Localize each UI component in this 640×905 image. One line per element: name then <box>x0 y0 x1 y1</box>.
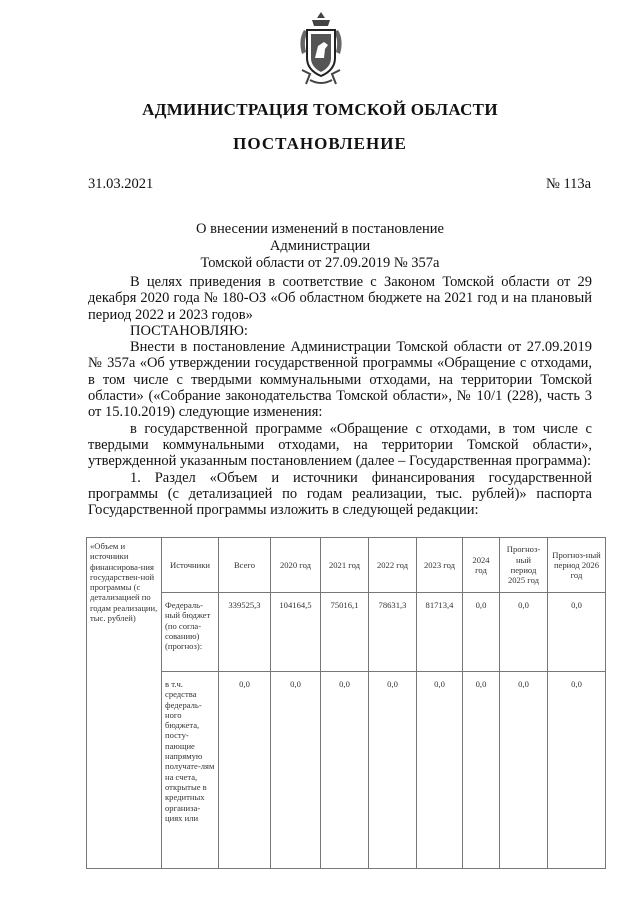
value-cell: 81713,4 <box>417 593 463 672</box>
header-cell: Источники <box>162 538 219 593</box>
financing-table <box>86 537 606 869</box>
value-cell: 75016,1 <box>321 593 369 672</box>
value-cell: 0,0 <box>500 672 548 869</box>
coat-of-arms-emblem <box>298 10 344 88</box>
value-cell: 0,0 <box>369 672 417 869</box>
header-cell: 2023 год <box>417 538 463 593</box>
header-cell: Всего <box>219 538 271 593</box>
value-cell: 0,0 <box>271 672 321 869</box>
source-cell: в т.ч. средства федераль-ного бюджета, посту-пающие напрямую получате-лям на счета, открытые в кредитных организа-циях или <box>162 672 219 869</box>
header-cell: 2022 год <box>369 538 417 593</box>
document-body <box>88 274 592 518</box>
header-cell: 2021 год <box>321 538 369 593</box>
paragraph: В целях приведения в соответствие с Законом Томской области от 29 декабря 2020 года № 180-ОЗ «Об областном бюджете на 2021 год и на плановый период 2022 и 2023 годов» <box>88 274 592 323</box>
paragraph: в государственной программе «Обращение с отходами, в том числе с твердыми коммунальными отходами, на территории Томской области», утвержденной указанным постановлением (далее – Государственная программа): <box>88 420 592 470</box>
table-row <box>87 672 606 869</box>
header-cell: Прогноз-ный период 2026 год <box>548 538 606 593</box>
source-cell: Федераль-ный бюджет (по согла-сованию) (прогноз): <box>162 593 219 672</box>
subject-line: Томской области от 27.09.2019 № 357а <box>200 255 440 271</box>
value-cell: 0,0 <box>219 672 271 869</box>
value-cell: 0,0 <box>548 593 606 672</box>
value-cell: 78631,3 <box>369 593 417 672</box>
value-cell: 0,0 <box>417 672 463 869</box>
subject-line: О внесении изменений в постановление Администрации <box>196 221 444 254</box>
value-cell: 104164,5 <box>271 593 321 672</box>
header-cell: 2024 год <box>463 538 500 593</box>
organization-title: АДМИНИСТРАЦИЯ ТОМСКОЙ ОБЛАСТИ <box>142 100 498 119</box>
value-cell: 0,0 <box>548 672 606 869</box>
document-type: ПОСТАНОВЛЕНИЕ <box>233 134 407 153</box>
value-cell: 0,0 <box>321 672 369 869</box>
header-cell: 2020 год <box>271 538 321 593</box>
document-number: № 113а <box>546 176 592 192</box>
value-cell: 0,0 <box>500 593 548 672</box>
value-cell: 0,0 <box>463 672 500 869</box>
paragraph: Внести в постановление Администрации Томской области от 27.09.2019 № 357а «Об утверждении государственной программы «Обращение с отходами, в том числе с твердыми коммунальными отходами, на территории Томской области» («Собрание законодательства Томской области», № 10/1 (228), часть 3 от 15.10.2019) следующие изменения: <box>88 339 592 421</box>
value-cell: 0,0 <box>463 593 500 672</box>
table-row <box>87 593 606 672</box>
table-header-row <box>87 538 606 593</box>
document-date: 31.03.2021 <box>88 176 154 192</box>
document-subject <box>150 221 490 272</box>
row-label-cell: «Объем и источники финансирова-ния государствен-ной программы (с детализацией по годам реализации, тыс. рублей) <box>87 538 162 869</box>
paragraph: 1. Раздел «Объем и источники финансирования государственной программы (с детализацией по годам реализации, тыс. рублей)» паспорта Государственной программы изложить в следующей редакции: <box>88 469 592 519</box>
header-cell: Прогноз-ный период 2025 год <box>500 538 548 593</box>
value-cell: 339525,3 <box>219 593 271 672</box>
paragraph: ПОСТАНОВЛЯЮ: <box>130 322 248 339</box>
